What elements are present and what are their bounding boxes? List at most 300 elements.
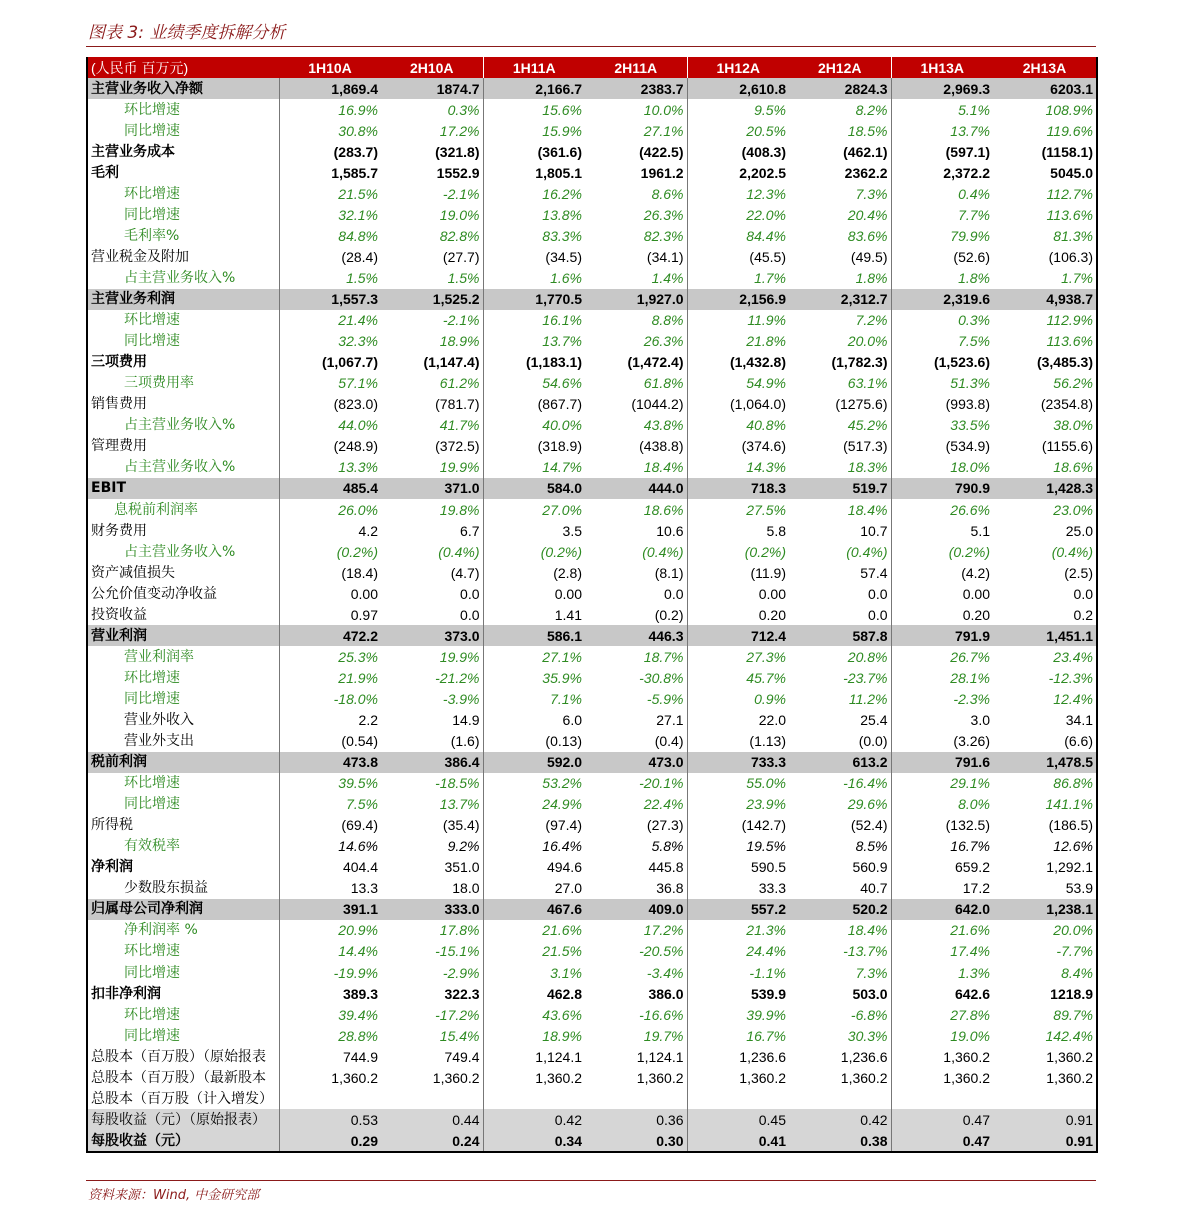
row-label: 扣非净利润 bbox=[87, 983, 279, 1004]
cell-value: 28.8% bbox=[338, 1027, 378, 1044]
cell-value: 4.2 bbox=[358, 522, 378, 539]
cell-value: 790.9 bbox=[891, 478, 993, 499]
cell-value: 0.42 bbox=[789, 1109, 891, 1130]
cell-value: 27.3% bbox=[746, 648, 786, 665]
cell-value: 391.1 bbox=[279, 899, 381, 920]
cell-value: (321.8) bbox=[381, 141, 483, 162]
table-row bbox=[87, 499, 1097, 520]
cell-value: 34.1 bbox=[1065, 711, 1093, 728]
row-label: 环比增速 bbox=[87, 1004, 279, 1025]
cell-value: 322.3 bbox=[381, 983, 483, 1004]
column-header: 2H12A bbox=[789, 57, 891, 78]
row-label: 环比增速 bbox=[87, 99, 279, 120]
cell-value: (0.4%) bbox=[381, 541, 483, 562]
row-label: 总股本（百万股）（最新股本 bbox=[87, 1067, 279, 1088]
cell-value: 718.3 bbox=[687, 478, 789, 499]
cell-value: 587.8 bbox=[789, 625, 891, 646]
row-label: 营业税金及附加 bbox=[87, 246, 279, 267]
cell-value: 409.0 bbox=[585, 899, 687, 920]
cell-value: 61.8% bbox=[585, 373, 687, 394]
cell-value: 15.6% bbox=[542, 101, 582, 118]
row-label: 毛利 bbox=[87, 162, 279, 183]
cell-value: 38.0% bbox=[1053, 417, 1093, 434]
table-row bbox=[87, 836, 1097, 857]
cell-value: (3,485.3) bbox=[1036, 354, 1093, 371]
table-row bbox=[87, 731, 1097, 752]
cell-value: (0.2%) bbox=[540, 543, 582, 560]
cell-value: 45.2% bbox=[789, 415, 891, 436]
row-label: 占主营业务收入% bbox=[87, 457, 279, 478]
cell-value: 2383.7 bbox=[585, 78, 687, 99]
row-label: 同比增速 bbox=[87, 204, 279, 225]
cell-value: (1158.1) bbox=[1041, 143, 1093, 160]
cell-value: 26.0% bbox=[338, 501, 378, 518]
cell-value: 39.4% bbox=[338, 1006, 378, 1023]
cell-value: (2354.8) bbox=[1040, 396, 1093, 413]
cell-value: 2,969.3 bbox=[891, 78, 993, 99]
cell-value: 1,428.3 bbox=[993, 478, 1097, 499]
cell-value: -1.1% bbox=[749, 964, 786, 981]
cell-value: 16.7% bbox=[950, 838, 990, 855]
cell-value: 2,156.9 bbox=[687, 289, 789, 310]
cell-value: 0.0 bbox=[585, 583, 687, 604]
cell-value: (1,782.3) bbox=[789, 352, 891, 373]
table-row bbox=[87, 625, 1097, 646]
row-label: 资产减值损失 bbox=[87, 562, 279, 583]
cell-value: 744.9 bbox=[342, 1048, 378, 1065]
cell-value: (0.4%) bbox=[585, 541, 687, 562]
cell-value: 27.0 bbox=[554, 880, 582, 897]
cell-value: 26.3% bbox=[585, 204, 687, 225]
cell-value: 7.5% bbox=[958, 333, 990, 350]
cell-value: 0.91 bbox=[993, 1130, 1097, 1152]
cell-value: (1,064.0) bbox=[729, 396, 786, 413]
cell-value: 86.8% bbox=[1053, 775, 1093, 792]
cell-value: 0.9% bbox=[754, 690, 786, 707]
cell-value: 494.6 bbox=[546, 859, 582, 876]
cell-value: (52.6) bbox=[953, 248, 990, 265]
cell-value: (1,472.4) bbox=[585, 352, 687, 373]
table-row bbox=[87, 1025, 1097, 1046]
cell-value: (0.54) bbox=[341, 733, 378, 750]
cell-value: 18.7% bbox=[585, 646, 687, 667]
table-row bbox=[87, 878, 1097, 899]
row-label: 营业利润率 bbox=[87, 646, 279, 667]
cell-value: (993.8) bbox=[945, 396, 990, 413]
cell-value: 386.0 bbox=[585, 983, 687, 1004]
row-label: EBIT bbox=[87, 478, 279, 499]
cell-value: 5.1% bbox=[958, 101, 990, 118]
table-row bbox=[87, 857, 1097, 878]
table-row bbox=[87, 225, 1097, 246]
cell-value: 0.20 bbox=[962, 606, 990, 623]
column-header: 1H12A bbox=[687, 57, 789, 78]
cell-value: 520.2 bbox=[789, 899, 891, 920]
cell-value: 1,557.3 bbox=[279, 289, 381, 310]
table-row bbox=[87, 183, 1097, 204]
cell-value: 11.9% bbox=[747, 312, 786, 329]
cell-value: 1,927.0 bbox=[585, 289, 687, 310]
cell-value bbox=[279, 1088, 381, 1109]
cell-value: 10.0% bbox=[585, 99, 687, 120]
table-row bbox=[87, 604, 1097, 625]
cell-value: 12.4% bbox=[1053, 690, 1093, 707]
cell-value: -12.3% bbox=[1048, 669, 1093, 686]
cell-value: 141.1% bbox=[1045, 796, 1093, 813]
cell-value: 0.0 bbox=[381, 604, 483, 625]
cell-value: 44.0% bbox=[338, 417, 378, 434]
cell-value: 17.2 bbox=[962, 880, 990, 897]
cell-value: 1,869.4 bbox=[279, 78, 381, 99]
cell-value: -30.8% bbox=[585, 667, 687, 688]
cell-value: 27.1% bbox=[585, 120, 687, 141]
table-row bbox=[87, 1046, 1097, 1067]
cell-value: 20.4% bbox=[789, 204, 891, 225]
cell-value: 5045.0 bbox=[1050, 164, 1093, 181]
cell-value: 27.0% bbox=[542, 501, 582, 518]
cell-value: (1044.2) bbox=[585, 394, 687, 415]
cell-value: 16.4% bbox=[542, 838, 582, 855]
table-row bbox=[87, 478, 1097, 499]
cell-value: (34.1) bbox=[585, 246, 687, 267]
cell-value: 12.3% bbox=[746, 185, 786, 202]
cell-value: 21.5% bbox=[338, 185, 378, 202]
table-row bbox=[87, 289, 1097, 310]
cell-value: 5.8 bbox=[766, 522, 786, 539]
cell-value: 642.6 bbox=[954, 985, 990, 1002]
cell-value: 21.3% bbox=[746, 922, 786, 939]
cell-value: 7.3% bbox=[789, 962, 891, 983]
cell-value: 21.9% bbox=[338, 669, 378, 686]
cell-value: 1,360.2 bbox=[381, 1067, 483, 1088]
cell-value bbox=[381, 1088, 483, 1109]
cell-value: (1,183.1) bbox=[525, 354, 582, 371]
cell-value: (132.5) bbox=[945, 817, 990, 834]
unit-label: (人民币 百万元) bbox=[87, 57, 279, 78]
row-label: 同比增速 bbox=[87, 331, 279, 352]
cell-value: 29.1% bbox=[950, 775, 990, 792]
cell-value: (18.4) bbox=[341, 564, 378, 581]
cell-value: 19.0% bbox=[381, 204, 483, 225]
cell-value: 1,124.1 bbox=[585, 1046, 687, 1067]
cell-value: 642.0 bbox=[891, 899, 993, 920]
cell-value: 0.00 bbox=[962, 585, 990, 602]
cell-value: 18.9% bbox=[381, 331, 483, 352]
cell-value: (45.5) bbox=[749, 248, 786, 265]
cell-value: 0.0 bbox=[381, 583, 483, 604]
row-label: 所得税 bbox=[87, 815, 279, 836]
row-label: 投资收益 bbox=[87, 604, 279, 625]
row-label: 每股收益（元）（原始报表） bbox=[87, 1109, 279, 1130]
table-row bbox=[87, 457, 1097, 478]
cell-value: 84.8% bbox=[338, 227, 378, 244]
cell-value: (462.1) bbox=[789, 141, 891, 162]
cell-value: 12.6% bbox=[1053, 838, 1093, 855]
cell-value: (0.4%) bbox=[1051, 543, 1093, 560]
table-row bbox=[87, 541, 1097, 562]
cell-value: (142.7) bbox=[741, 817, 786, 834]
cell-value: 2,312.7 bbox=[789, 289, 891, 310]
cell-value: 18.6% bbox=[585, 499, 687, 520]
cell-value: 19.5% bbox=[746, 838, 786, 855]
cell-value: -17.2% bbox=[381, 1004, 483, 1025]
cell-value: 24.9% bbox=[542, 796, 582, 813]
cell-value: -20.5% bbox=[585, 941, 687, 962]
cell-value: 14.4% bbox=[338, 943, 378, 960]
cell-value: 2,319.6 bbox=[891, 289, 993, 310]
cell-value: 79.9% bbox=[950, 227, 990, 244]
cell-value: (2.8) bbox=[553, 564, 582, 581]
cell-value: 539.9 bbox=[750, 985, 786, 1002]
cell-value: 15.9% bbox=[542, 122, 582, 139]
cell-value: 1.5% bbox=[346, 269, 378, 286]
cell-value: 17.2% bbox=[585, 920, 687, 941]
financial-table bbox=[86, 57, 1098, 1153]
cell-value: 55.0% bbox=[746, 775, 786, 792]
cell-value: (0.2%) bbox=[744, 543, 786, 560]
cell-value: 35.9% bbox=[542, 669, 582, 686]
cell-value: (6.6) bbox=[1064, 733, 1093, 750]
cell-value: 53.9 bbox=[1065, 880, 1093, 897]
cell-value: 40.8% bbox=[746, 417, 786, 434]
cell-value: 3.1% bbox=[550, 964, 582, 981]
cell-value: (517.3) bbox=[789, 436, 891, 457]
cell-value: 0.00 bbox=[350, 585, 378, 602]
cell-value: 13.3 bbox=[350, 880, 378, 897]
cell-value: 473.8 bbox=[279, 752, 381, 773]
cell-value: 0.30 bbox=[585, 1130, 687, 1152]
cell-value: 6.0 bbox=[562, 711, 582, 728]
cell-value: 584.0 bbox=[483, 478, 585, 499]
cell-value: 519.7 bbox=[789, 478, 891, 499]
cell-value: 8.6% bbox=[585, 183, 687, 204]
table-row bbox=[87, 1067, 1097, 1088]
cell-value: (52.4) bbox=[789, 815, 891, 836]
row-label: 税前利润 bbox=[87, 752, 279, 773]
cell-value: 84.4% bbox=[746, 227, 786, 244]
cell-value: 23.9% bbox=[746, 796, 786, 813]
table-row bbox=[87, 562, 1097, 583]
cell-value: 7.3% bbox=[789, 183, 891, 204]
table-row bbox=[87, 310, 1097, 331]
cell-value: 45.7% bbox=[746, 669, 786, 686]
cell-value: 444.0 bbox=[585, 478, 687, 499]
cell-value: (2.5) bbox=[1064, 564, 1093, 581]
cell-value: 1.5% bbox=[381, 267, 483, 288]
table-row bbox=[87, 373, 1097, 394]
cell-value: 446.3 bbox=[585, 625, 687, 646]
cell-value: 14.7% bbox=[542, 459, 582, 476]
cell-value: 13.3% bbox=[338, 459, 378, 476]
cell-value: 404.4 bbox=[342, 859, 378, 876]
cell-value: -3.9% bbox=[381, 688, 483, 709]
cell-value bbox=[891, 1088, 993, 1109]
cell-value: 5.1 bbox=[970, 522, 990, 539]
row-label: 毛利率% bbox=[87, 225, 279, 246]
cell-value: 749.4 bbox=[381, 1046, 483, 1067]
table-row bbox=[87, 983, 1097, 1004]
row-label: 总股本（百万股（计入增发） bbox=[87, 1088, 279, 1109]
cell-value: (0.2%) bbox=[948, 543, 990, 560]
cell-value: 57.4 bbox=[789, 562, 891, 583]
row-label: 环比增速 bbox=[87, 667, 279, 688]
cell-value: 1,585.7 bbox=[331, 164, 378, 181]
cell-value: -21.2% bbox=[381, 667, 483, 688]
cell-value: 445.8 bbox=[585, 857, 687, 878]
cell-value: (374.6) bbox=[741, 438, 786, 455]
cell-value: (283.7) bbox=[333, 143, 378, 160]
cell-value: (0.2) bbox=[585, 604, 687, 625]
cell-value: -16.6% bbox=[585, 1004, 687, 1025]
table-row bbox=[87, 962, 1097, 983]
table-body bbox=[87, 57, 1097, 1152]
cell-value: 1,770.5 bbox=[483, 289, 585, 310]
cell-value: 592.0 bbox=[483, 752, 585, 773]
cell-value: (106.3) bbox=[1048, 248, 1093, 265]
cell-value: 712.4 bbox=[687, 625, 789, 646]
cell-value: 14.9 bbox=[381, 709, 483, 730]
row-label: 环比增速 bbox=[87, 941, 279, 962]
cell-value: 4,938.7 bbox=[993, 289, 1097, 310]
cell-value: 0.00 bbox=[554, 585, 582, 602]
cell-value: 0.20 bbox=[758, 606, 786, 623]
table-row bbox=[87, 794, 1097, 815]
table-row bbox=[87, 415, 1097, 436]
cell-value: 13.7% bbox=[381, 794, 483, 815]
cell-value: 112.7% bbox=[1046, 185, 1093, 202]
cell-value: (4.2) bbox=[961, 564, 990, 581]
cell-value: 9.2% bbox=[381, 836, 483, 857]
cell-value: (28.4) bbox=[341, 248, 378, 265]
row-label: 息税前利润率 bbox=[87, 499, 279, 520]
cell-value: 0.0 bbox=[1073, 585, 1093, 602]
cell-value: 1552.9 bbox=[381, 162, 483, 183]
cell-value: (1,147.4) bbox=[381, 352, 483, 373]
cell-value: 8.0% bbox=[958, 796, 990, 813]
cell-value: (4.7) bbox=[381, 562, 483, 583]
cell-value: 89.7% bbox=[1053, 1006, 1093, 1023]
cell-value: (422.5) bbox=[585, 141, 687, 162]
cell-value: 21.4% bbox=[338, 312, 378, 329]
cell-value: (318.9) bbox=[537, 438, 582, 455]
cell-value: 21.6% bbox=[542, 922, 582, 939]
cell-value: 28.1% bbox=[950, 669, 990, 686]
cell-value: (781.7) bbox=[381, 394, 483, 415]
table-row bbox=[87, 141, 1097, 162]
cell-value: 351.0 bbox=[381, 857, 483, 878]
cell-value: 7.7% bbox=[958, 206, 990, 223]
cell-value: (3.26) bbox=[953, 733, 990, 750]
cell-value: 1.4% bbox=[585, 267, 687, 288]
source-note: 资料来源：Wind, 中金研究部 bbox=[88, 1188, 260, 1203]
cell-value: 6203.1 bbox=[993, 78, 1097, 99]
cell-value bbox=[687, 1088, 789, 1109]
cell-value: (1.13) bbox=[749, 733, 786, 750]
cell-value: 6.7 bbox=[381, 520, 483, 541]
row-label: 每股收益（元） bbox=[87, 1130, 279, 1152]
cell-value: 1,360.2 bbox=[1046, 1048, 1093, 1065]
cell-value: 82.8% bbox=[381, 225, 483, 246]
cell-value: 2824.3 bbox=[789, 78, 891, 99]
cell-value: 20.0% bbox=[789, 331, 891, 352]
cell-value: 39.5% bbox=[338, 775, 378, 792]
cell-value: 21.6% bbox=[950, 922, 990, 939]
table-row bbox=[87, 1088, 1097, 1109]
column-header: 1H13A bbox=[891, 57, 993, 78]
cell-value: (823.0) bbox=[333, 396, 378, 413]
cell-value: 17.2% bbox=[381, 120, 483, 141]
figure-title: 图表 3: 业绩季度拆解分析 bbox=[88, 23, 286, 43]
row-label: 同比增速 bbox=[87, 688, 279, 709]
cell-value: 33.3 bbox=[758, 880, 786, 897]
column-header: 2H10A bbox=[381, 57, 483, 78]
cell-value: 1.7% bbox=[1061, 269, 1093, 286]
cell-value: 13.7% bbox=[950, 122, 990, 139]
source-rule bbox=[86, 1180, 1096, 1181]
cell-value: 1,360.2 bbox=[535, 1069, 582, 1086]
cell-value: (408.3) bbox=[741, 143, 786, 160]
table-row bbox=[87, 773, 1097, 794]
row-label: 净利润 bbox=[87, 857, 279, 878]
cell-value: 56.2% bbox=[1053, 375, 1093, 392]
cell-value: -23.7% bbox=[789, 667, 891, 688]
cell-value: 16.9% bbox=[338, 101, 378, 118]
cell-value: 485.4 bbox=[279, 478, 381, 499]
cell-value: 0.24 bbox=[381, 1130, 483, 1152]
cell-value: 18.0% bbox=[950, 459, 990, 476]
cell-value: 0.38 bbox=[789, 1130, 891, 1152]
column-header: 1H11A bbox=[483, 57, 585, 78]
cell-value: 13.7% bbox=[542, 333, 582, 350]
cell-value: 0.44 bbox=[381, 1109, 483, 1130]
table-row bbox=[87, 352, 1097, 373]
cell-value: -6.8% bbox=[789, 1004, 891, 1025]
table-row bbox=[87, 1130, 1097, 1152]
cell-value: 1,360.2 bbox=[943, 1069, 990, 1086]
cell-value: (597.1) bbox=[945, 143, 990, 160]
row-label: 主营业务成本 bbox=[87, 141, 279, 162]
cell-value: 1218.9 bbox=[1050, 985, 1093, 1002]
cell-value: 1,236.6 bbox=[789, 1046, 891, 1067]
cell-value bbox=[483, 1088, 585, 1109]
cell-value: 2,166.7 bbox=[483, 78, 585, 99]
row-label: 归属母公司净利润 bbox=[87, 899, 279, 920]
cell-value: 1,805.1 bbox=[535, 164, 582, 181]
cell-value: 20.0% bbox=[1053, 922, 1093, 939]
cell-value: (27.3) bbox=[585, 815, 687, 836]
cell-value: -19.9% bbox=[333, 964, 378, 981]
cell-value bbox=[993, 1088, 1097, 1109]
cell-value: 7.2% bbox=[789, 310, 891, 331]
cell-value: 0.97 bbox=[350, 606, 378, 623]
cell-value: 21.5% bbox=[542, 943, 582, 960]
cell-value: 53.2% bbox=[542, 775, 582, 792]
row-label: 占主营业务收入% bbox=[87, 541, 279, 562]
table-row bbox=[87, 1109, 1097, 1130]
cell-value: (0.4) bbox=[585, 731, 687, 752]
cell-value: 1.7% bbox=[754, 269, 786, 286]
row-label: 管理费用 bbox=[87, 436, 279, 457]
cell-value: 43.6% bbox=[542, 1006, 582, 1023]
cell-value: 18.5% bbox=[789, 120, 891, 141]
cell-value: 32.1% bbox=[338, 206, 378, 223]
cell-value: 16.7% bbox=[746, 1027, 786, 1044]
row-label: 销售费用 bbox=[87, 394, 279, 415]
cell-value: 1874.7 bbox=[381, 78, 483, 99]
cell-value: 373.0 bbox=[381, 625, 483, 646]
cell-value: -15.1% bbox=[381, 941, 483, 962]
row-label: 有效税率 bbox=[87, 836, 279, 857]
